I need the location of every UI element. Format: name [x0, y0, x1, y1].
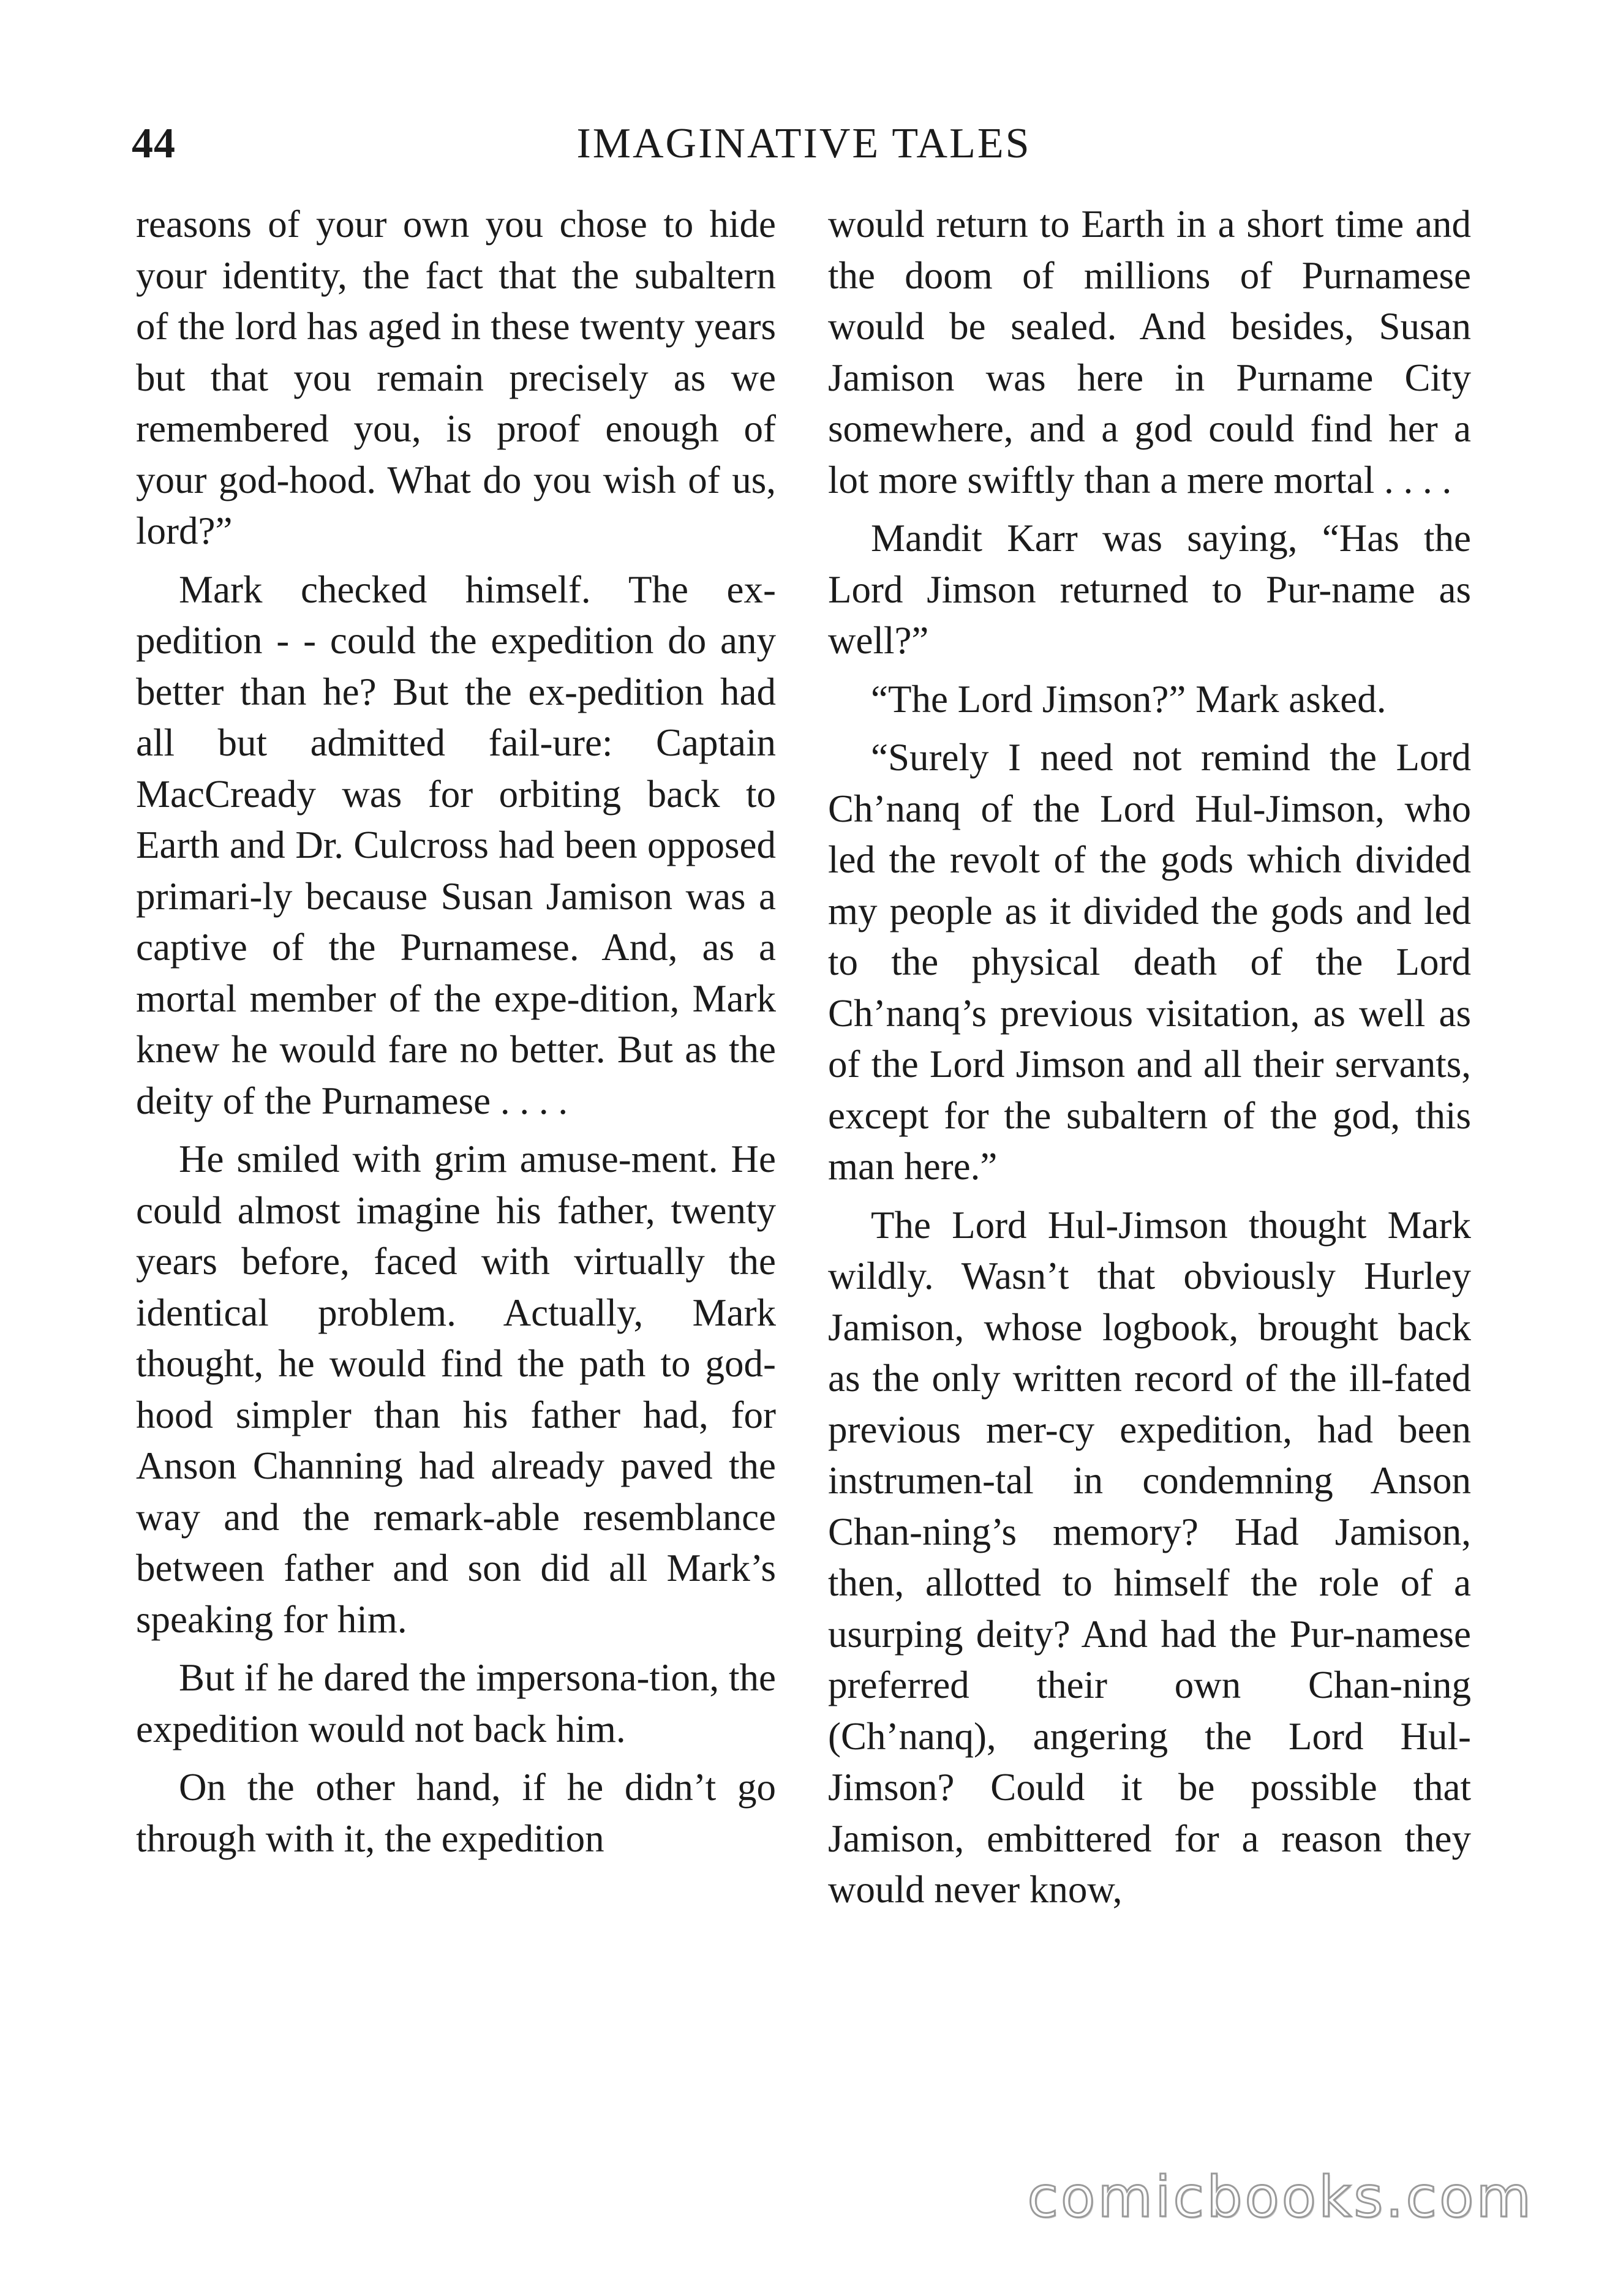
- paragraph: “Surely I need not remind the Lord Ch’nanq of the Lord Hul-Jimson, who led the revolt of the gods which divided my people as it divided the gods and led to the physical death of the Lord Ch’nanq’s previous visitation, as well as of the Lord Jimson and all their servants, except for the subaltern of the god, this man here.”: [828, 736, 1471, 1188]
- paragraph: On the other hand, if he didn’t go through with it, the expedition: [136, 1766, 776, 1860]
- page-header: [132, 119, 1476, 187]
- page-number: 44: [132, 120, 176, 167]
- running-title: IMAGINATIVE TALES: [576, 120, 1031, 167]
- paragraph: “The Lord Jimson?” Mark asked.: [871, 677, 1387, 721]
- paragraph: The Lord Hul-Jimson thought Mark wildly. Wasn’t that obviously Hurley Jamison, whose logbook, brought back as the only written record of the ill-fated previous mer-cy expedition, had been instrumen-tal in condemning Anson Chan-ning’s memory? Had Jamison, then, allotted to himself the role of a usurping deity? And had the Pur-namese preferred their own Chan-ning (Ch’nanq), angering the Lord Hul-Jimson? Could it be possible that Jamison, embittered for a reason they would never know,: [828, 1203, 1471, 1911]
- paragraph: would return to Earth in a short time and the doom of millions of Purnamese would be sealed. And besides, Susan Jamison was here in Purname City somewhere, and a god could find her a lot more swiftly than a mere mortal . . . .: [828, 203, 1471, 501]
- paragraph: But if he dared the impersona-tion, the expedition would not back him.: [136, 1656, 776, 1750]
- right-column: [828, 199, 1471, 1923]
- watermark-logo: comicbooks.com: [1027, 2164, 1534, 2230]
- paragraph: He smiled with grim amuse-ment. He could almost imagine his father, twenty years before, faced with virtually the identical problem. Actually, Mark thought, he would find the path to god-hood simpler than his father had, for Anson Channing had already paved the way and the remark-able resemblance between father and son did all Mark’s speaking for him.: [136, 1138, 776, 1641]
- paragraph: Mark checked himself. The ex-pedition - - could the expedition do any better than he? But the ex-pedition had all but admitted fail-ure: Captain MacCready was for orbiting back to Earth and Dr. Culcross had been opposed primari-ly because Susan Jamison was a captive of the Purnamese. And, as a mortal member of the expe-dition, Mark knew he would fare no better. But as the deity of the Purnamese . . . .: [136, 568, 776, 1122]
- paragraph: Mandit Karr was saying, “Has the Lord Jimson returned to Pur-name as well?”: [828, 517, 1471, 662]
- paragraph: reasons of your own you chose to hide your identity, the fact that the subaltern of the lord has aged in these twenty years but that you remain precisely as we remembered you, is proof enough of your god-hood. What do you wish of us, lord?”: [136, 203, 776, 552]
- left-column: [136, 199, 776, 1872]
